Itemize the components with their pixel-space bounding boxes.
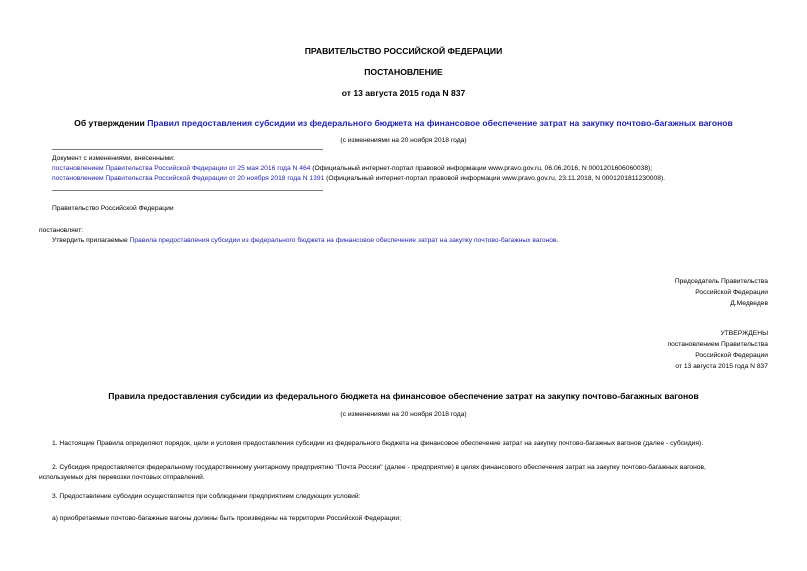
rules-paragraph-3: 3. Предоставление субсидии осуществляется при соблюдении предприятием следующих условий: [52,493,361,500]
amendment-link-2016[interactable]: постановлением Правительства Российской Федерации от 25 мая 2016 года N 464 [52,165,311,172]
changes-item [52,174,665,184]
rules-amendment-note: (с изменениями на 20 ноября 2018 года) [340,411,467,418]
changes-bottom-divider [52,190,323,191]
approved-country: Российской Федерации [695,352,768,359]
approved-block [668,328,768,372]
signature-position: Председатель Правительства [674,278,768,285]
signature-block [675,276,768,309]
decides-text: постановляет: [39,227,84,234]
approved-date: от 13 августа 2015 года N 837 [675,363,768,370]
changes-item [52,164,652,174]
amendment-source-2018: (Официальный интернет-портал правовой информации www.pravo.gov.ru, 23.11.2018, N 0001201811230008). [324,175,666,182]
rules-paragraph-2: 2. Субсидия предоставляется федеральному государственному унитарному предприятию "Почта России" (далее - предприятие) в целях финансового обеспечения затрат на закупку почтово-багажных вагонов, [52,464,706,471]
title-amendment-note: (с изменениями на 20 ноября 2018 года) [340,137,467,144]
document-title [0,118,807,128]
document-date-number: от 13 августа 2015 года N 837 [341,88,466,98]
document-title-prefix: Об утверждении [74,118,148,128]
rules-paragraph-3a: а) приобретаемые почтово-багажные вагоны должны быть произведены на территории Российской Федерации; [52,515,402,522]
rules-title: Правила предоставления субсидии из федерального бюджета на финансовое обеспечение затрат на закупку почтово-багажных вагонов [108,391,699,401]
signature-country: Российской Федерации [695,289,768,296]
approved-by: постановлением Правительства [667,341,768,348]
document-title-link[interactable]: Правил предоставления субсидии из федерального бюджета на финансовое обеспечение затрат на закупку почтово-багажных вагонов [147,118,733,128]
rules-paragraph-1: 1. Настоящие Правила определяют порядок, цели и условия предоставления субсидии из федерального бюджета на финансовое обеспечение затрат на закупку почтово-багажных вагонов (далее - субсидия). [52,440,704,447]
approved-rules-link[interactable]: Правила предоставления субсидии из федерального бюджета на финансовое обеспечение затрат на закупку почтово-багажных вагонов [129,237,557,244]
approve-paragraph [52,236,558,246]
document-type-heading: ПОСТАНОВЛЕНИЕ [364,67,443,77]
amendment-source-2016: (Официальный интернет-портал правовой информации www.pravo.gov.ru, 06.06.2016, N 0001201606060038); [310,165,653,172]
signature-name: Д.Медведев [730,300,768,307]
issuer-text: Правительство Российской Федерации [52,205,174,212]
amendment-link-2018[interactable]: постановлением Правительства Российской Федерации от 20 ноября 2018 года N 1391 [52,175,325,182]
rules-paragraph-2-cont: используемых для перевозки почтовых отправлений. [39,474,205,481]
government-heading: ПРАВИТЕЛЬСТВО РОССИЙСКОЙ ФЕДЕРАЦИИ [304,46,503,56]
changes-top-divider [52,149,323,150]
changes-intro: Документ с изменениями, внесенными: [52,155,175,162]
approve-suffix: . [556,237,559,244]
approved-heading: УТВЕРЖДЕНЫ [720,330,768,337]
approve-prefix: Утвердить прилагаемые [52,237,130,244]
